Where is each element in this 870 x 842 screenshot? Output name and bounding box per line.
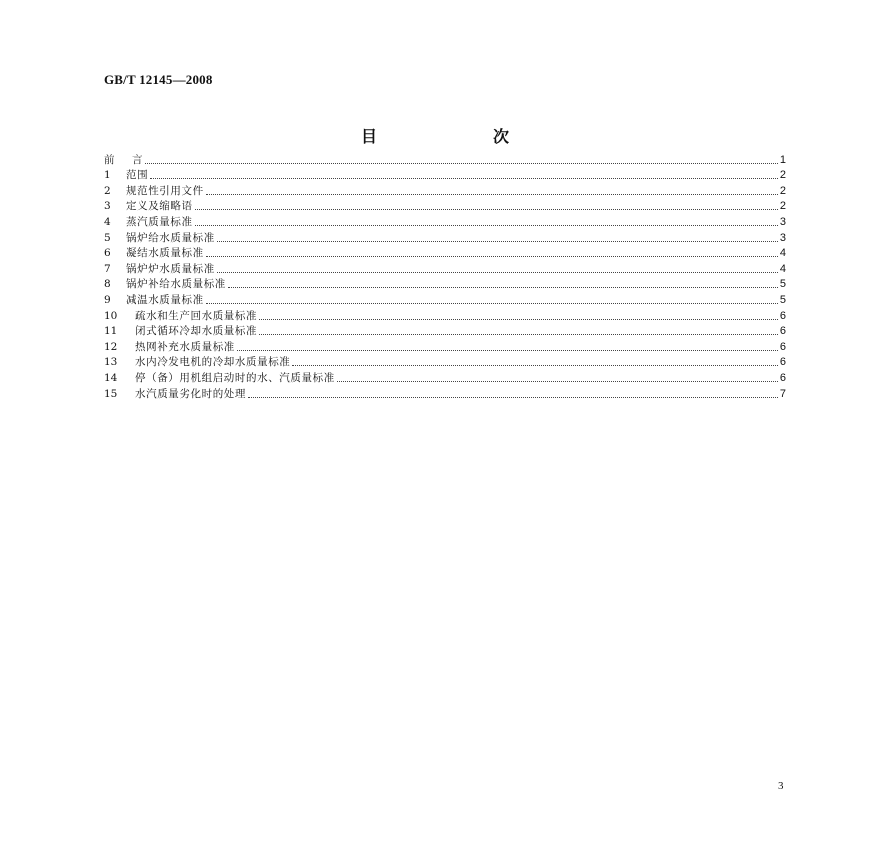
toc-entry-page: 6 xyxy=(779,325,786,338)
toc-entry[interactable] xyxy=(104,354,786,370)
toc-entry-label: 言 xyxy=(132,153,144,166)
toc-dot-leader xyxy=(259,334,778,335)
toc-entry-number: 9 xyxy=(104,293,111,306)
toc-entry-label: 锅炉给水质量标准 xyxy=(126,231,215,244)
toc-entry[interactable] xyxy=(104,182,786,198)
toc-dot-leader xyxy=(228,287,778,288)
toc-title: 目 次 xyxy=(360,127,559,146)
toc-dot-leader xyxy=(217,241,778,242)
toc-entry-number: 1 xyxy=(104,169,111,182)
toc-entry-number: 6 xyxy=(104,247,111,260)
toc-entry-page: 7 xyxy=(779,387,786,400)
toc-entry-page: 5 xyxy=(779,278,786,291)
toc-entry-page: 6 xyxy=(779,309,786,322)
toc-entry-label: 蒸汽质量标准 xyxy=(126,215,193,228)
toc-entry-number: 前 xyxy=(104,153,115,166)
toc-entry-number: 11 xyxy=(104,325,118,338)
toc-entry-label: 热网补充水质量标准 xyxy=(135,340,235,353)
toc-entry-page: 3 xyxy=(779,231,786,244)
toc-entry[interactable] xyxy=(104,213,786,229)
toc-entry[interactable] xyxy=(104,291,786,307)
toc-dot-leader xyxy=(217,272,778,273)
toc-dot-leader xyxy=(259,319,778,320)
toc-dot-leader xyxy=(150,178,778,179)
toc-entry-label: 闭式循环冷却水质量标准 xyxy=(135,325,258,338)
toc-entry-page: 6 xyxy=(779,340,786,353)
toc-entry-label: 锅炉炉水质量标准 xyxy=(126,262,215,275)
toc-entry-number: 3 xyxy=(104,200,111,213)
toc-entry-number: 2 xyxy=(104,184,111,197)
toc-entry-number: 12 xyxy=(104,340,118,353)
toc-entry[interactable] xyxy=(104,369,786,385)
toc-entry-number: 13 xyxy=(104,356,118,369)
toc-entry[interactable] xyxy=(104,245,786,261)
toc-dot-leader xyxy=(206,256,778,257)
toc-entry[interactable] xyxy=(104,229,786,245)
toc-entry-label: 锅炉补给水质量标准 xyxy=(126,278,226,291)
toc-entry[interactable] xyxy=(104,260,786,276)
toc-entry[interactable] xyxy=(104,385,786,401)
toc-entry-page: 6 xyxy=(779,371,786,384)
toc-dot-leader xyxy=(337,381,778,382)
toc-entry-label: 凝结水质量标准 xyxy=(126,247,204,260)
toc-entry-label: 减温水质量标准 xyxy=(126,293,204,306)
toc-entry-number: 14 xyxy=(104,371,118,384)
toc-entry-number: 5 xyxy=(104,231,111,244)
toc-entry-page: 4 xyxy=(779,247,786,260)
toc-entry-page: 3 xyxy=(779,215,786,228)
toc-entry-number: 7 xyxy=(104,262,111,275)
toc-entry[interactable] xyxy=(104,167,786,183)
toc-entry[interactable] xyxy=(104,276,786,292)
toc-entry-number: 8 xyxy=(104,278,111,291)
toc-entry-number: 15 xyxy=(104,387,118,400)
toc-entry-page: 1 xyxy=(779,153,786,166)
toc-entry-label: 定义及缩略语 xyxy=(126,200,193,213)
table-of-contents xyxy=(104,151,786,401)
toc-entry-label: 范围 xyxy=(126,169,149,182)
toc-dot-leader xyxy=(237,350,778,351)
toc-entry[interactable] xyxy=(104,151,786,167)
toc-dot-leader xyxy=(195,209,778,210)
toc-entry-label: 停（备）用机组启动时的水、汽质量标准 xyxy=(135,371,335,384)
page-number: 3 xyxy=(778,780,784,792)
toc-entry-page: 2 xyxy=(779,169,786,182)
document-code: GB/T 12145—2008 xyxy=(104,72,213,87)
toc-entry-page: 5 xyxy=(779,293,786,306)
toc-entry[interactable] xyxy=(104,323,786,339)
toc-entry-label: 规范性引用文件 xyxy=(126,184,204,197)
toc-entry-page: 2 xyxy=(779,200,786,213)
toc-entry[interactable] xyxy=(104,338,786,354)
toc-entry-page: 4 xyxy=(779,262,786,275)
toc-entry-label: 水汽质量劣化时的处理 xyxy=(135,387,246,400)
toc-entry-label: 疏水和生产回水质量标准 xyxy=(135,309,258,322)
toc-dot-leader xyxy=(248,397,778,398)
toc-entry-page: 2 xyxy=(779,184,786,197)
toc-dot-leader xyxy=(292,365,777,366)
toc-dot-leader xyxy=(206,194,778,195)
toc-dot-leader xyxy=(206,303,778,304)
toc-entry-number: 4 xyxy=(104,215,111,228)
toc-entry[interactable] xyxy=(104,198,786,214)
toc-entry[interactable] xyxy=(104,307,786,323)
toc-dot-leader xyxy=(195,225,778,226)
toc-entry-number: 10 xyxy=(104,309,118,322)
toc-dot-leader xyxy=(145,163,778,164)
toc-entry-label: 水内冷发电机的冷却水质量标准 xyxy=(135,356,291,369)
toc-entry-page: 6 xyxy=(779,356,786,369)
